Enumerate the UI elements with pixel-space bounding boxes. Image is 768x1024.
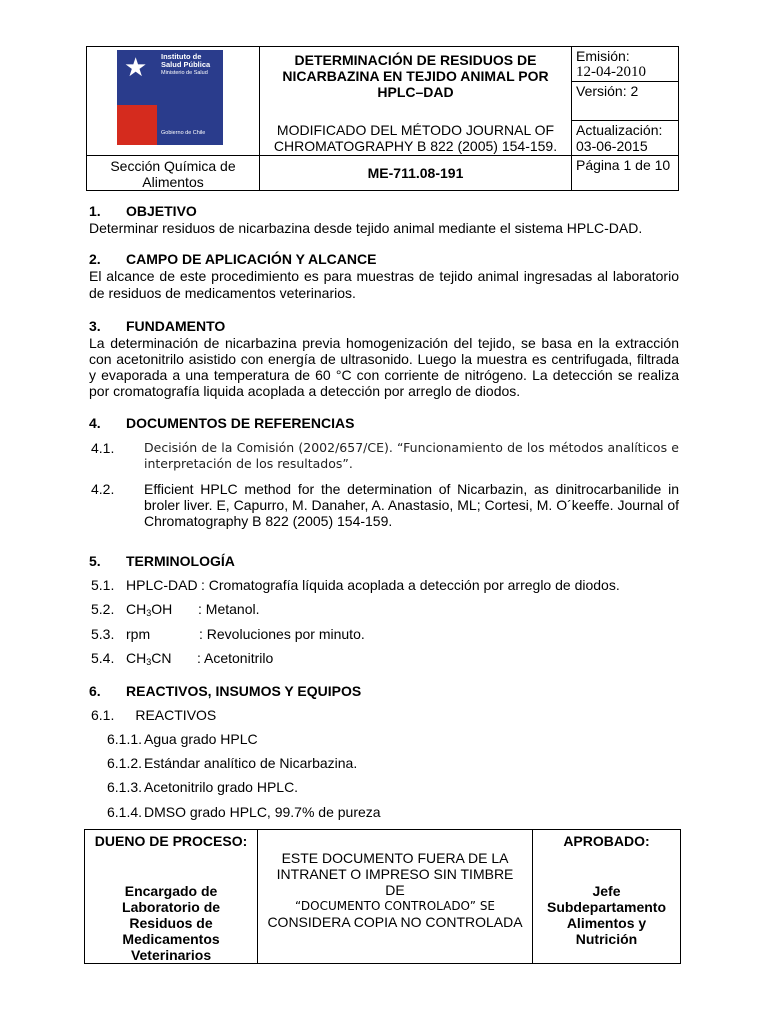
document-header [86,46,679,191]
actualizacion-cell: Actualización: 03-06-2015 [572,121,679,156]
list-item: 6.1.1. Agua grado HPLC [107,731,258,747]
section-2-text-line2: de residuos de medicamentos veterinarios. [89,285,356,301]
page-number: Página 1 de 10 [572,156,679,191]
process-owner-label: DUENO DE PROCESO: [94,833,248,849]
approved-label: APROBADO: [563,833,650,849]
process-owner: Encargado de Laboratorio de Residuos de Medicamentos Veterinarios [122,883,221,963]
section-3-heading: 3. FUNDAMENTO [89,318,226,334]
section-3-text: La determinación de nicarbazina previa homogenización del tejido, se basa en la extracción con acetonitrilo asistido con energía de ultrasonido. Luego la muestra es centrifugada, filtrada y evaporada a una temperatura de 60 °C con corriente de nitrógeno. La detección se realiza por cromatografía liquida acoplada a detección por arreglo de diodos. [89,335,679,399]
document-footer [84,829,681,964]
subsection-heading: 6.1. REACTIVOS [91,707,217,723]
title-cell [260,47,572,156]
list-item: 6.1.3. Acetonitrilo grado HPLC. [107,779,299,795]
list-item: 6.1.2. Estándar analítico de Nicarbazina. [107,755,358,771]
controlled-document-stamp: “DOCUMENTO CONTROLADO” SE [295,899,496,913]
isp-logo: ★ Instituto de Salud Pública Ministerio de Salud Gobierno de Chile [117,50,223,145]
actualizacion-date: 03-06-2015 [576,138,648,154]
reference-item: 4.2. Efficient HPLC method for the determination of Nicarbazin, as dinitrocarbanilide in broler liver. E, Capurro, M. Danaher, A. Anastasio, ML; Cortesi, M. O´keeffe. Journal of Chromatography B 822 (2005) 154-159. [91,481,679,529]
section-1-text: Determinar residuos de nicarbazina desde tejido animal mediante el sistema HPLC-DAD. [89,220,643,236]
emision-date: 12-04-2010 [576,64,646,80]
reference-item: 4.1. Decisión de la Comisión (2002/657/CE). “Funcionamiento de los métodos analíticos e interpretación de los resultados”. [91,440,679,471]
document-code: ME-711.08-191 [260,156,572,191]
section-6-heading: 6. REACTIVOS, INSUMOS Y EQUIPOS [89,683,362,699]
emision-cell: Emisión: 12-04-2010 [572,47,679,82]
section-5-heading: 5. TERMINOLOGÍA [89,553,235,569]
section-2-text-line1: El alcance de este procedimiento es para muestras de tejido animal ingresadas al laboratorio [89,268,679,284]
notice-cell: ESTE DOCUMENTO FUERA DE LA INTRANET O IMPRESO SIN TIMBRE DE “DOCUMENTO CONTROLADO” SE CONSIDERA COPIA NO CONTROLADA [258,830,533,964]
logo-cell [87,47,260,156]
section-4-heading: 4. DOCUMENTOS DE REFERENCIAS [89,415,355,431]
document-subtitle: MODIFICADO DEL MÉTODO JOURNAL OF CHROMATOGRAPHY B 822 (2005) 154-159. [273,122,558,154]
document-title: DETERMINACIÓN DE RESIDUOS DE NICARBAZINA EN TEJIDO ANIMAL POR HPLC–DAD [282,52,549,100]
section-2-heading: 2. CAMPO DE APLICACIÓN Y ALCANCE [89,251,377,267]
approved-cell [532,830,680,964]
process-owner-cell [85,830,258,964]
version-cell: Versión: 2 [572,82,679,121]
section-cell: Sección Química de Alimentos [87,156,260,191]
document-page: ★ Instituto de Salud Pública Ministerio de Salud Gobierno de Chile DETERMINACIÓN DE RESIDUOS DE NICARBAZINA EN TEJIDO ANIMAL POR HPLC–DAD MODIFICADO DEL MÉTODO JOURNAL OF CHROMATOGRAPHY B 822 (2005) 154-159. Emisión: 12-04-2010 Versión: 2 Actualización: 03-06-2015 Sección Química de Alimentos ME-711.08-191 Página 1 de 10 1. OBJETIVO Determinar residuos de nicarbazina desde tejido animal mediante el sistema HPLC-DAD. 2. CAMPO DE APLICACIÓN Y ALCANCE El alcance de este procedimiento es para muestras de tejido animal ingresadas al laboratorio de residuos de medicamentos veterinarios. 3. FUNDAMENTO La determinación de nicarbazina previa homogenización del tejido, se basa en la extracción con acetonitrilo asistido con energía de ultrasonido. Luego la muestra es centrifugada, filtrada y evaporada a una temperatura de 60 °C con corriente de nitrógeno. La detección se realiza por cromatografía liquida acoplada a detección por arreglo de diodos. 4. DOCUMENTOS DE REFERENCIAS 4.1. Decisión de la Comisión (2002/657/CE). “Funcionamiento de los métodos analíticos e interpretación de los resultados”. 4.2. Efficient HPLC method for the determination of Nicarbazin, as dinitrocarbanilide in broler liver. E, Capurro, M. Danaher, A. Anastasio, ML; Cortesi, M. O´keeffe. Journal of Chromatography B 822 (2005) 154-159. 5. TERMINOLOGÍA 5.1. HPLC-DAD : Cromatografía líquida acoplada a detección por arreglo de diodos. 5.2. $CH_3OH$ : Metanol. 5.3. rpm : Revoluciones por minuto. 5.4. $CH_3CN$ : Acetonitrilo 6. REACTIVOS, INSUMOS Y EQUIPOS 6.1. REACTIVOS 6.1.1. Agua grado HPLC 6.1.2. Estándar analítico de Nicarbazina. 6.1.3. Acetonitrilo grado HPLC. 6.1.4. DMSO grado HPLC, 99.7% de pureza DUENO DE PROCESO: Encargado de Laboratorio de Residuos de Medicamentos Veterinarios ESTE DOCUMENTO FUERA DE LA INTRANET O IMPRESO SIN TIMBRE DE “DOCUMENTO CONTROLADO” SE CONSIDERA COPIA NO CONTROLADA APROBADO: Jefe Subdepartamento Alimentos y Nutrición [0,0,768,1024]
section-1-heading: 1. OBJETIVO [89,203,197,219]
approved-by: Jefe Subdepartamento Alimentos y Nutrición [546,883,666,947]
star-icon: ★ [124,53,148,83]
list-item: 6.1.4. DMSO grado HPLC, 99.7% de pureza [107,804,381,820]
